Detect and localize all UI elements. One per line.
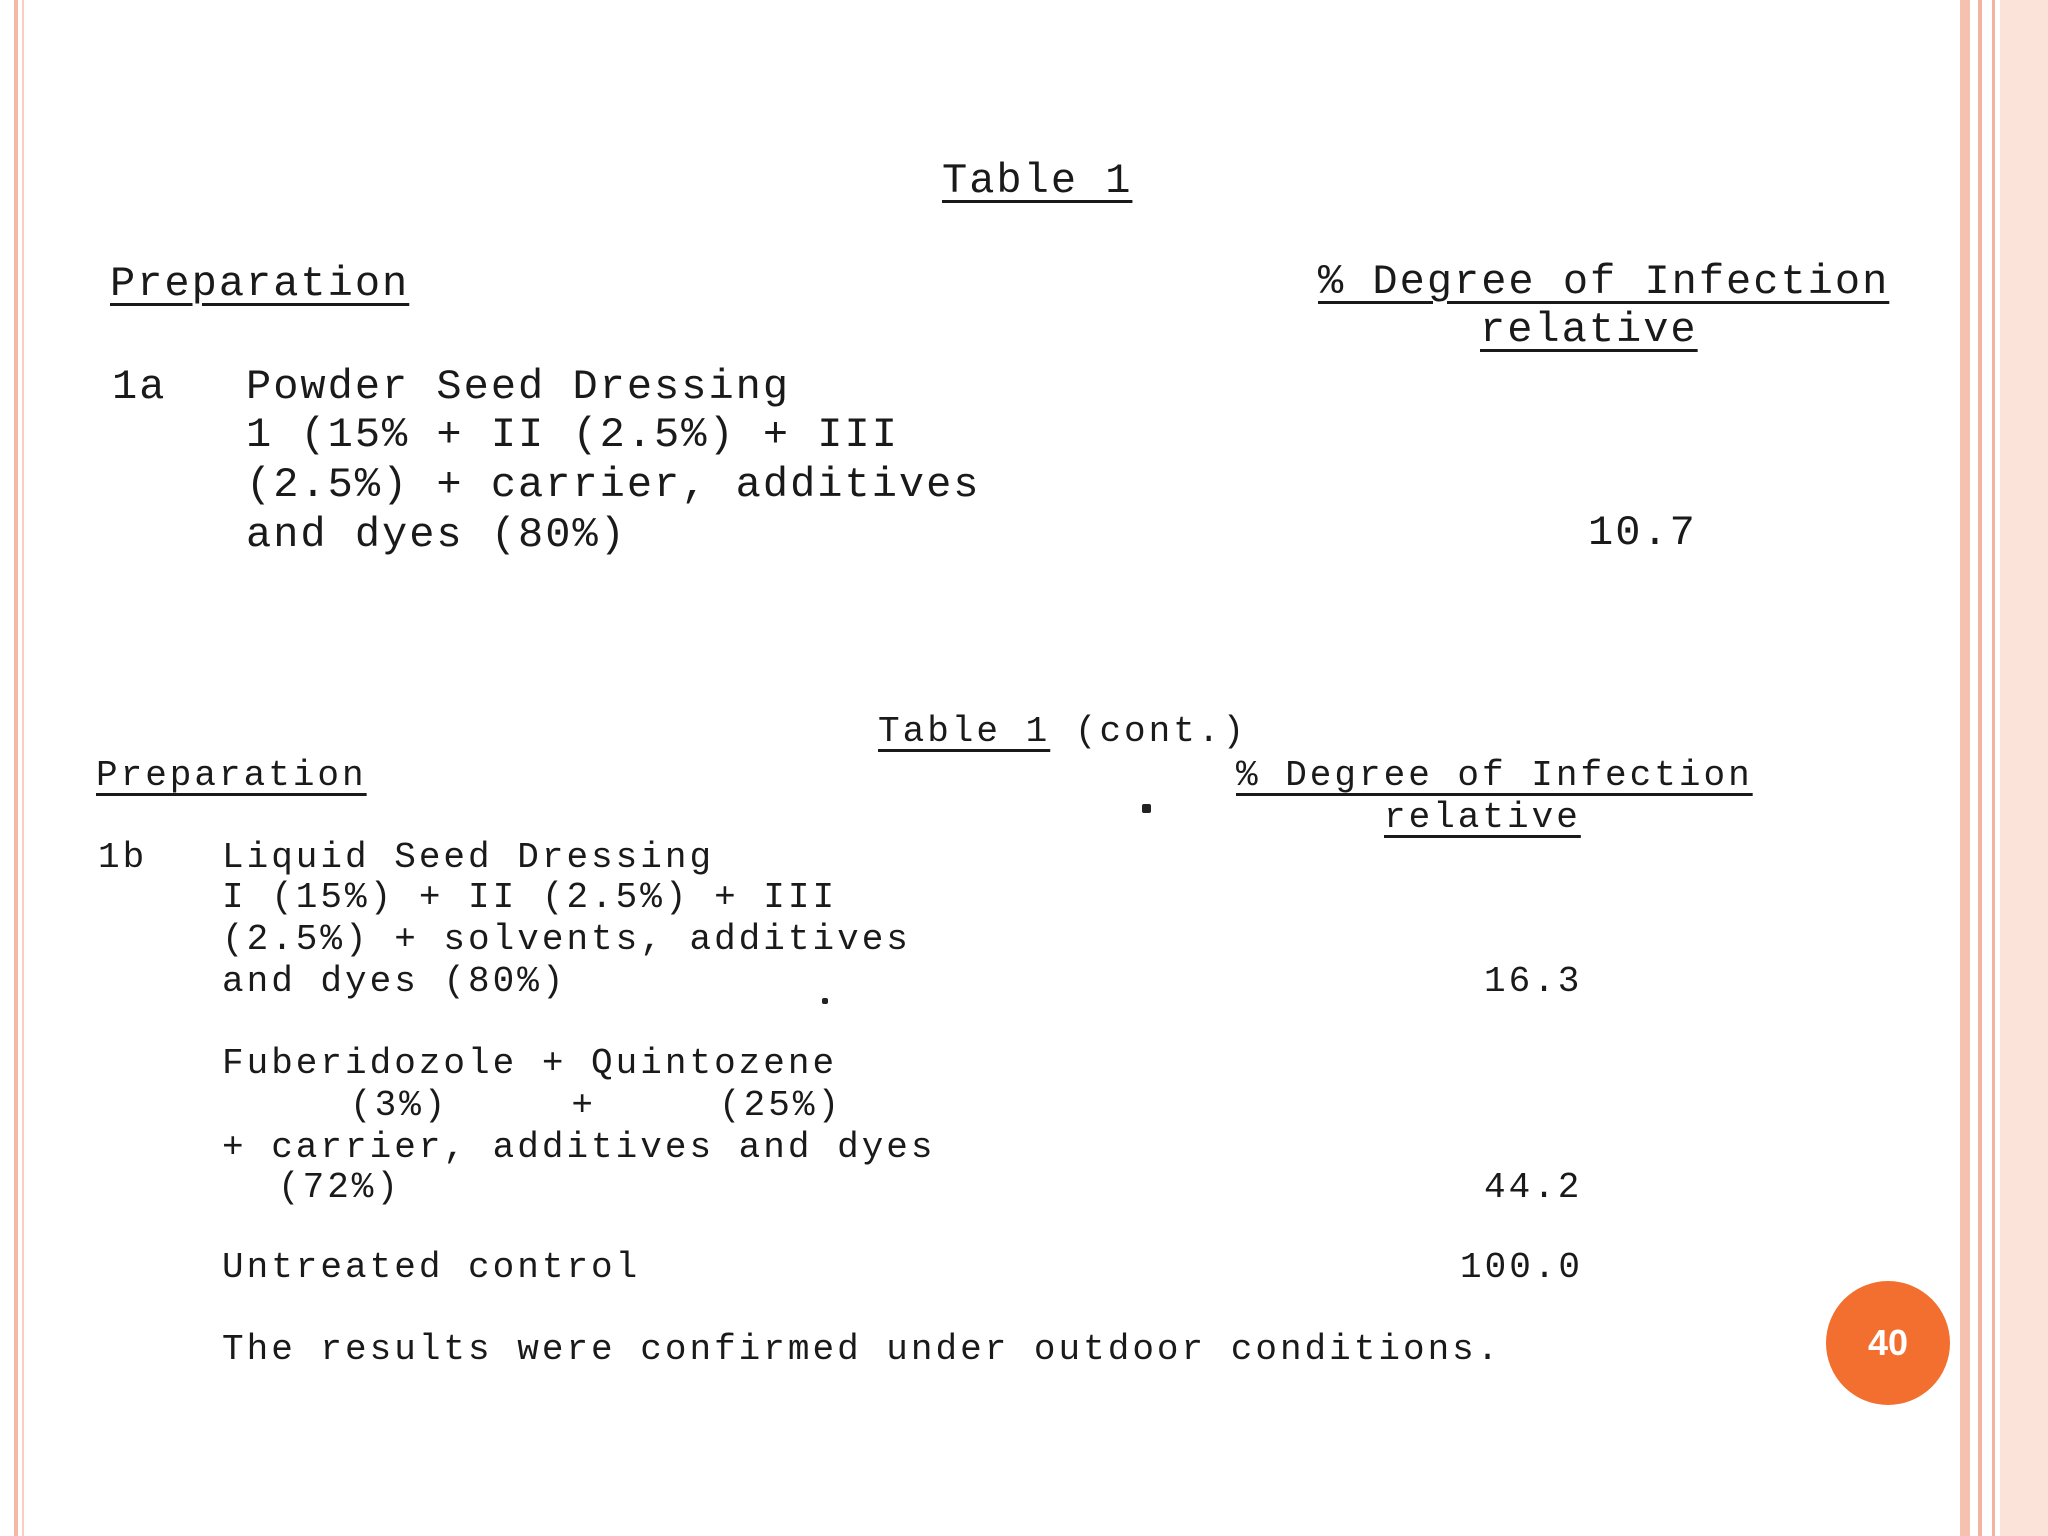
page-number-badge: 40 [1826,1281,1950,1405]
preparation-header-cont: Preparation [96,755,367,796]
row-fuberidozole-line4: (72%) [278,1167,402,1208]
row-1a-value: 10.7 [1588,509,1697,557]
infection-header-cont-line2: relative [1384,797,1581,838]
row-1b-line2: I (15%) + II (2.5%) + III [222,877,838,918]
table-1-cont-title-main: Table 1 [878,711,1051,752]
row-id-1a: 1a [112,363,167,411]
infection-header-line2: relative [1480,306,1698,354]
row-fuberidozole-line2: (3%) + (25%) [350,1085,843,1126]
results-note: The results were confirmed under outdoor conditions. [222,1329,1502,1370]
row-1a-line1: Powder Seed Dressing [246,363,791,411]
row-fuberidozole-line3: + carrier, additives and dyes [222,1127,936,1168]
row-fuberidozole-line1: Fuberidozole + Quintozene [222,1043,838,1084]
infection-header-cont-line1: % Degree of Infection [1236,755,1753,796]
table-1-cont-title-suffix: (cont.) [1074,711,1248,752]
row-1b-line1: Liquid Seed Dressing [222,837,715,878]
row-id-1b: 1b [98,837,148,878]
table-1-title: Table 1 [942,157,1133,205]
preparation-header: Preparation [110,260,410,308]
row-1b-line3: (2.5%) + solvents, additives [222,919,911,960]
row-1b-value: 16.3 [1484,961,1583,1002]
row-1a-line2: 1 (15% + II (2.5%) + III [246,411,899,459]
infection-header-line1: % Degree of Infection [1318,258,1890,306]
table-1-cont-title [878,711,1248,752]
row-1a-line3: (2.5%) + carrier, additives [246,461,981,509]
scan-speck [1142,804,1151,813]
row-control-label: Untreated control [222,1247,641,1288]
row-1b-line4: and dyes (80%) [222,961,567,1002]
row-control-value: 100.0 [1460,1247,1584,1288]
row-fuberidozole-value: 44.2 [1484,1167,1583,1208]
scan-speck-2 [822,998,828,1004]
row-1a-line4: and dyes (80%) [246,511,627,559]
